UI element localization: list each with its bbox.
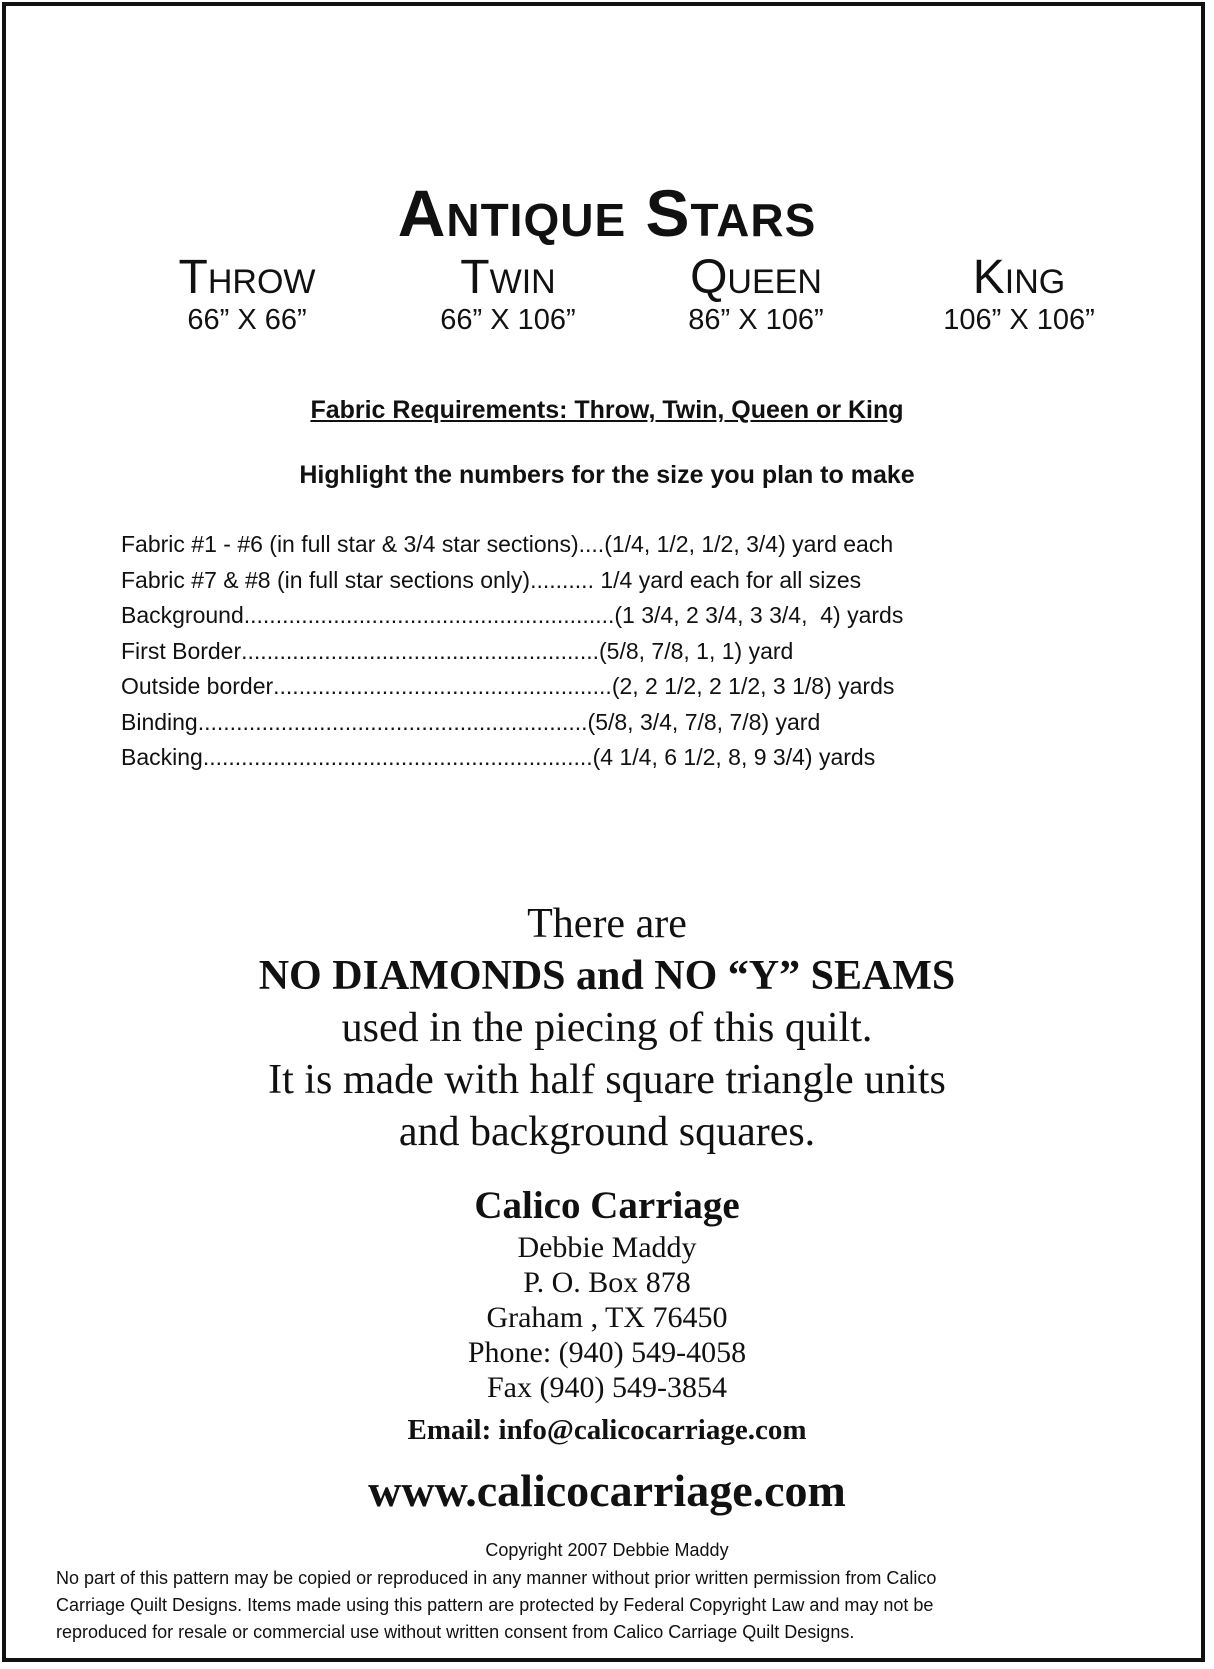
leader-dots: ............................................................. [202,744,593,770]
company-name: Calico Carriage [474,1184,740,1227]
requirement-row [121,563,1121,599]
requirement-item: Backing [121,744,203,770]
size-throw [117,252,377,336]
requirement-item: Outside border [121,673,274,699]
requirement-amount: (1/4, 1/2, 1/2, 3/4) yard each [604,531,894,557]
email-address: Email: info@calicocarriage.com [407,1414,807,1446]
requirement-amount: 1/4 yard each for all sizes [600,566,862,593]
requirement-amount: (5/8, 3/4, 7/8, 7/8) yard [587,708,821,735]
website-url: www.calicocarriage.com [368,1465,846,1516]
size-dimensions: 106” X 106” [943,304,1095,336]
legal-line: Carriage Quilt Designs. Items made using this pattern are protected by Federal Copyright Law and may not be [56,1595,934,1615]
fabric-requirements-heading [0,396,1214,425]
fax-number: Fax (940) 549-3854 [487,1371,727,1404]
requirement-item: Fabric #1 - #6 (in full star & 3/4 star sections) [121,531,579,557]
size-name: Throw [178,251,316,304]
legal-line: No part of this pattern may be copied or reproduced in any manner without prior written permission from Calico [56,1568,937,1588]
message-line: used in the piecing of this quilt. [341,1005,873,1051]
size-twin [378,252,638,336]
requirements-list [121,527,1121,776]
requirement-row [121,705,1121,741]
size-name: Queen [690,251,822,304]
size-name: King [972,251,1066,304]
requirement-row [121,527,1121,563]
copyright-notice: Copyright 2007 Debbie Maddy [485,1540,729,1560]
size-dimensions: 86” X 106” [688,304,824,336]
requirement-row [121,740,1121,776]
designer-name: Debbie Maddy [517,1231,697,1264]
requirement-item: Binding [121,708,198,735]
leader-dots: ........................................................ [241,637,599,664]
leader-dots: .... [578,531,605,557]
requirement-row [121,598,1121,634]
size-queen [626,252,886,336]
message-line: It is made with half square triangle units [268,1057,946,1103]
leader-dots: ............................................................. [197,708,588,735]
contact-block [0,1230,1214,1405]
message-line: and background squares. [398,1109,816,1155]
fabric-requirements-heading-text: Fabric Requirements: Throw, Twin, Queen or King [310,396,904,424]
requirement-item: Fabric #7 & #8 (in full star sections only) [121,566,531,593]
message-line: There are [527,901,687,947]
leader-dots: ..................................................... [273,673,612,699]
size-dimensions: 66” X 106” [440,304,576,336]
pattern-title: Antique Stars [397,176,817,250]
requirement-row [121,634,1121,670]
requirement-amount: (1 3/4, 2 3/4, 3 3/4, 4) yards [614,602,904,628]
legal-line: reproduced for resale or commercial use without written consent from Calico Carriage Quilt Designs. [56,1622,855,1642]
message-emphasis: NO DIAMONDS and NO “Y” SEAMS [258,953,956,999]
requirement-amount: (5/8, 7/8, 1, 1) yard [599,637,794,664]
requirement-row [121,669,1121,705]
requirement-item: Background [121,602,244,628]
legal-notice [56,1565,1166,1646]
highlight-note: Highlight the numbers for the size you plan to make [299,461,915,489]
address-line-2: Graham , TX 76450 [486,1301,728,1334]
requirement-amount: (2, 2 1/2, 2 1/2, 3 1/8) yards [611,673,895,699]
requirement-amount: (4 1/4, 6 1/2, 8, 9 3/4) yards [592,744,876,770]
no-diamonds-message [0,898,1214,1158]
requirement-item: First Border [121,637,242,664]
leader-dots: .......... [530,566,601,593]
address-line-1: P. O. Box 878 [523,1266,691,1299]
size-dimensions: 66” X 66” [187,304,307,336]
size-name: Twin [460,251,556,304]
size-king [889,252,1149,336]
leader-dots: .......................................................... [243,602,615,628]
phone-number: Phone: (940) 549-4058 [467,1336,747,1369]
